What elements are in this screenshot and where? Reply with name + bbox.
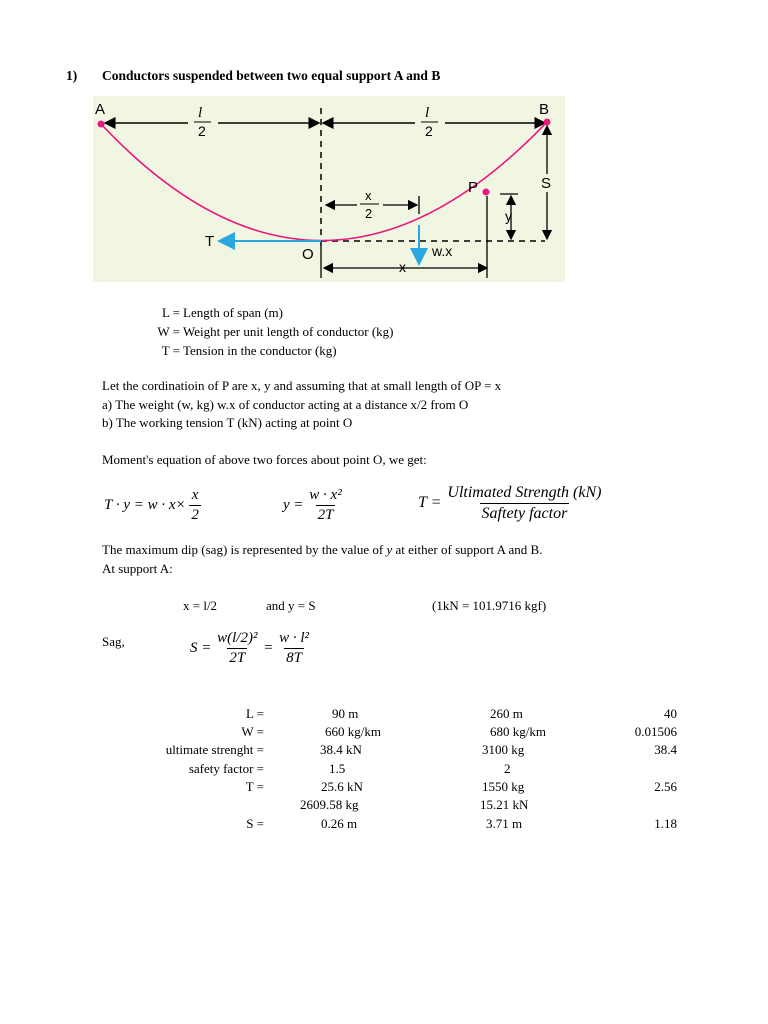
calc-c3: 38.4 — [654, 742, 677, 757]
calc-c1: 1.5 — [329, 761, 346, 776]
label-p: P — [468, 179, 479, 196]
point-p — [483, 189, 490, 196]
paragraph-line-3: b) The working tension T (kN) acting at point O — [102, 415, 353, 430]
figure-background — [93, 96, 565, 282]
calc-label: W = — [241, 724, 264, 739]
calc-c1: 2609.58 kg — [300, 797, 359, 812]
point-b — [544, 119, 551, 126]
label-half-l-right-num: l — [425, 105, 430, 121]
calc-c2: 3100 kg — [482, 742, 525, 757]
def-text-l: Length of span (m) — [183, 305, 284, 320]
calc-label: T = — [245, 779, 264, 794]
calc-c2: 1550 kg — [482, 779, 525, 794]
sag-label: Sag, — [102, 634, 125, 649]
point-a — [98, 121, 105, 128]
def-symbol-t: T = — [161, 343, 180, 358]
calc-c2: 3.71 m — [486, 816, 523, 831]
catenary-figure — [93, 96, 565, 282]
calc-c3: 1.18 — [654, 816, 677, 831]
label-half-x-num: x — [365, 188, 372, 203]
moment-text: Moment's equation of above two forces about point O, we get: — [102, 452, 427, 467]
calc-c3: 40 — [664, 706, 677, 721]
equation-tension: T = $\frac{\text{Ultimated Strength (kN)}}{\text{Saftety factor}}$ — [418, 484, 602, 522]
calc-c1: 660 kg/km — [325, 724, 381, 739]
label-t: T — [205, 233, 215, 250]
label-y: y — [505, 208, 512, 224]
calc-label: safety factor = — [188, 761, 264, 776]
label-wx: w.x — [432, 243, 453, 259]
def-text-t: Tension in the conductor (kg) — [183, 343, 337, 358]
calc-label: L = — [245, 706, 264, 721]
label-half-l-right-den: 2 — [425, 123, 433, 139]
calc-c2: 260 m — [490, 706, 523, 721]
label-s: S — [541, 175, 552, 192]
label-o: O — [302, 246, 314, 263]
paragraph-line-2: a) The weight (w, kg) w.x of conductor acting at a distance x/2 from O — [102, 397, 469, 412]
equation-sag: S = $\frac{\text{w(l/2)²}}{2T}$ = $\frac{\text{w · l²}}{8T}$ — [190, 630, 309, 666]
label-half-x-den: 2 — [365, 206, 373, 221]
at-support-a: At support A: — [102, 561, 173, 576]
calc-c1: 90 m — [332, 706, 359, 721]
calc-c3: 2.56 — [654, 779, 677, 794]
label-a: A — [95, 101, 106, 118]
calc-c3: 0.01506 — [634, 724, 677, 739]
def-text-w: Weight per unit length of conductor (kg) — [183, 324, 394, 339]
calc-c1: 25.6 kN — [321, 779, 363, 794]
section-title: Conductors suspended between two equal support A and B — [102, 68, 441, 83]
def-symbol-l: L = — [161, 305, 180, 320]
label-half-l-left-num: l — [198, 105, 203, 121]
condition-y: and y = S — [266, 598, 316, 613]
calc-c1: 0.26 m — [321, 816, 358, 831]
equation-y: y = $\frac{\text{w · x²}}{2T}$ — [283, 487, 342, 523]
label-x: x — [399, 259, 406, 275]
section-number: 1) — [66, 68, 78, 83]
label-half-l-left-den: 2 — [198, 123, 206, 139]
def-symbol-w: W = — [157, 324, 180, 339]
label-b: B — [539, 101, 550, 118]
paragraph-line-1: Let the cordinatioin of P are x, y and assuming that at small length of OP = x — [102, 378, 502, 393]
sag-description: The maximum dip (sag) is represented by the value of y at either of support A and B. — [102, 542, 543, 557]
equation-moment: T · y = w · x× $\frac{x}{2}$ — [104, 487, 199, 523]
catenary-diagram — [93, 96, 565, 282]
conversion-note: (1kN = 101.9716 kgf) — [432, 598, 547, 613]
calc-c2: 2 — [504, 761, 511, 776]
calc-c1: 38.4 kN — [320, 742, 362, 757]
calc-c2: 680 kg/km — [490, 724, 546, 739]
calc-label: ultimate strenght = — [165, 742, 264, 757]
calc-label: S = — [246, 816, 264, 831]
condition-x: x = l/2 — [183, 598, 218, 613]
calc-c2: 15.21 kN — [480, 797, 529, 812]
